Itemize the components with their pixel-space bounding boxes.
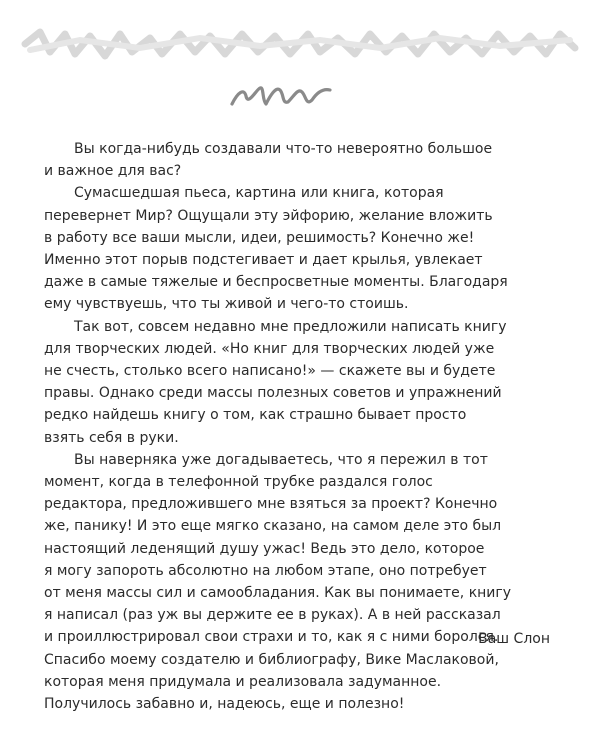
text-line: Так вот, совсем недавно мне предложили написать книгу: [74, 318, 507, 335]
text-line: Вы когда-нибудь создавали что-то невероятно большое: [74, 141, 493, 157]
text-line: Вы наверняка уже догадываетесь, что я пережил в тот: [74, 451, 488, 468]
text-line: же, панику! И это еще мягко сказано, на самом деле это был: [44, 518, 502, 535]
text-line: момент, когда в телефонной трубке раздался голос: [44, 474, 433, 491]
text-line: правы. Однако среди массы полезных советов и упражнений: [44, 385, 502, 402]
text-line: Спасибо моему создателю и библиографу, Вике Маслаковой,: [44, 651, 499, 668]
text-line: я написал (раз уж вы держите ее в руках). А в ней рассказал: [44, 607, 501, 624]
paragraph-4: [44, 449, 554, 715]
text-line: я могу запороть абсолютно на любом этапе, оно потребует: [44, 562, 487, 579]
text-line: в работу все ваши мысли, идеи, решимость? Конечно же!: [44, 229, 475, 246]
scribble-decoration-mid: [228, 82, 338, 112]
text-line: взять себя в руки.: [44, 429, 179, 446]
text-line: для творческих людей. «Но книг для творческих людей уже: [44, 340, 495, 357]
text-line: редактора, предложившего мне взяться за проект? Конечно: [44, 496, 498, 513]
paragraph-2: [44, 182, 554, 315]
signature: Ваш Слон: [478, 631, 550, 647]
scribble-decoration-top: [20, 24, 580, 64]
text-line: которая меня придумала и реализовала задуманное.: [44, 673, 442, 690]
text-line: Сумасшедшая пьеса, картина или книга, которая: [74, 185, 444, 202]
text-line: настоящий леденящий душу ужас! Ведь это дело, которое: [44, 540, 485, 557]
text-line: не счесть, столько всего написано!» — скажете вы и будете: [44, 363, 496, 380]
text-line: Именно этот порыв подстегивает и дает крылья, увлекает: [44, 252, 483, 269]
text-line: даже в самые тяжелые и беспросветные моменты. Благодаря: [44, 274, 508, 291]
text-line: ему чувствуешь, что ты живой и чего-то стоишь.: [44, 296, 409, 313]
paragraph-1: [44, 138, 554, 182]
text-line: и важное для вас?: [44, 163, 182, 180]
text-line: и проиллюстрировал свои страхи и то, как я с ними боролся.: [44, 629, 499, 646]
text-line: редко найдешь книгу о том, как страшно бывает просто: [44, 407, 467, 424]
text-line: перевернет Мир? Ощущали эту эйфорию, желание вложить: [44, 207, 493, 224]
text-line: от меня массы сил и самообладания. Как вы понимаете, книгу: [44, 585, 512, 602]
paragraph-3: [44, 316, 554, 449]
text-line: Получилось забавно и, надеюсь, еще и полезно!: [44, 696, 405, 713]
